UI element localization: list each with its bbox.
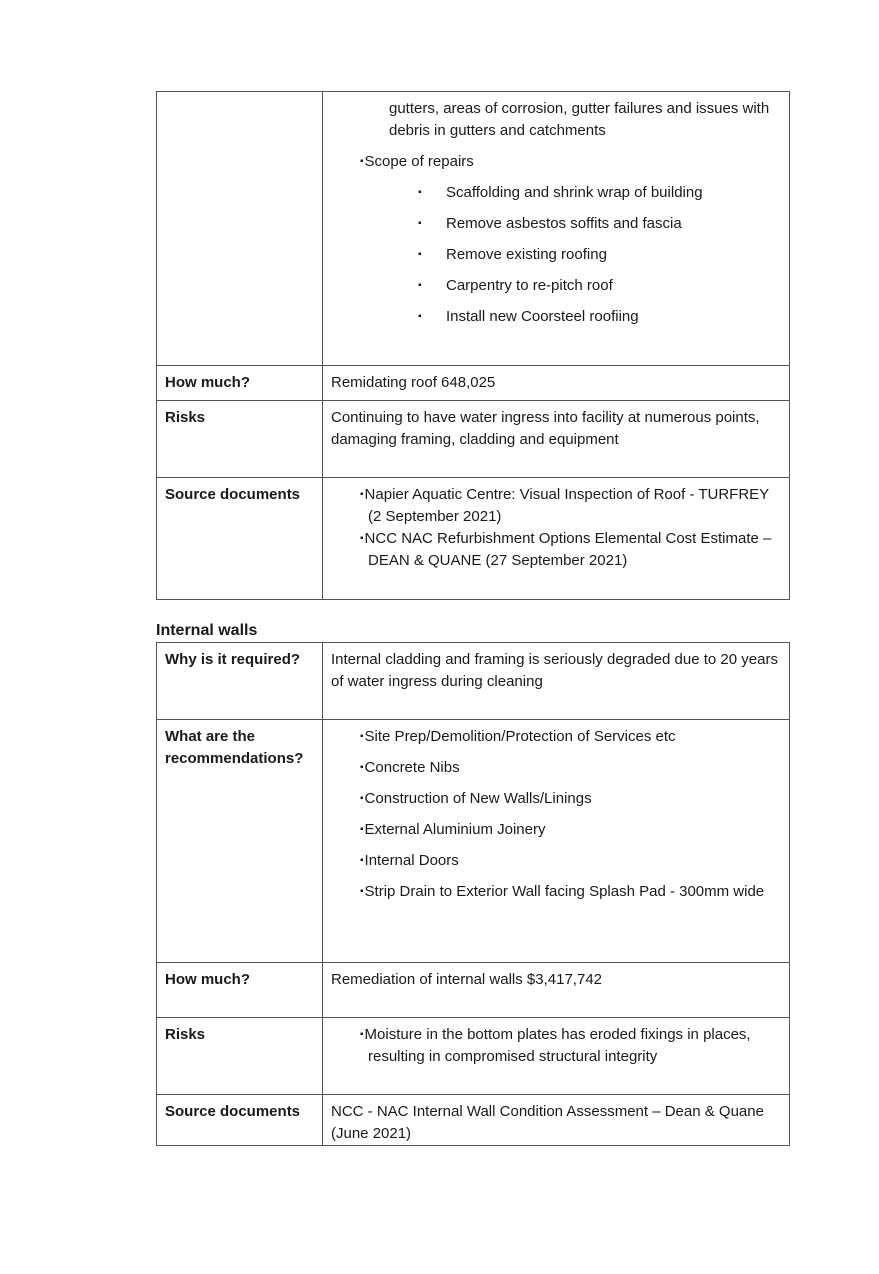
bullet-icon: ▪ bbox=[360, 855, 364, 866]
list-item: ▪Strip Drain to Exterior Wall facing Splash Pad - 300mm wide bbox=[360, 883, 765, 900]
table-row bbox=[157, 720, 790, 963]
list-item: ▪ Install new Coorsteel roofiing bbox=[331, 306, 781, 328]
roof-table bbox=[156, 91, 790, 600]
bullet-icon: ▪ bbox=[418, 249, 422, 260]
list-item: ▪ Carpentry to re-pitch roof bbox=[331, 275, 781, 297]
recommendations-label: What are the recommendations? bbox=[157, 720, 323, 963]
how-much-label: How much? bbox=[157, 963, 323, 1018]
bullet-icon: ▪ bbox=[418, 218, 422, 229]
list-item: ▪ Remove existing roofing bbox=[331, 244, 781, 266]
risks-value: Continuing to have water ingress into facility at numerous points, damaging framing, cladding and equipment bbox=[323, 401, 790, 478]
bullet-icon: ▪ bbox=[360, 533, 364, 544]
list-item: ▪Napier Aquatic Centre: Visual Inspection of Roof - TURFREY (2 September 2021) bbox=[360, 486, 769, 525]
scope-bullet: ▪Scope of repairs bbox=[360, 153, 474, 170]
table-row bbox=[157, 366, 790, 401]
list-item: ▪Moisture in the bottom plates has eroded fixings in places, resulting in compromised structural integrity bbox=[360, 1026, 751, 1065]
table-row bbox=[157, 401, 790, 478]
bullet-icon: ▪ bbox=[360, 824, 364, 835]
bullet-icon: ▪ bbox=[360, 489, 364, 500]
recommendations-cell bbox=[323, 720, 790, 963]
bullet-icon: ▪ bbox=[360, 793, 364, 804]
risks-label: Risks bbox=[157, 401, 323, 478]
list-item: ▪ Scaffolding and shrink wrap of building bbox=[331, 182, 781, 204]
how-much-value: Remediation of internal walls $3,417,742 bbox=[323, 963, 790, 1018]
bullet-icon: ▪ bbox=[360, 886, 364, 897]
table-row bbox=[157, 478, 790, 600]
table-row bbox=[157, 1095, 790, 1146]
bullet-icon: ▪ bbox=[418, 280, 422, 291]
list-item: ▪Internal Doors bbox=[360, 852, 459, 869]
bullet-icon: ▪ bbox=[360, 731, 364, 742]
table-row bbox=[157, 92, 790, 366]
internal-walls-table bbox=[156, 642, 790, 1146]
list-item: ▪Construction of New Walls/Linings bbox=[360, 790, 592, 807]
bullet-icon: ▪ bbox=[360, 1029, 364, 1040]
list-item: ▪NCC NAC Refurbishment Options Elemental Cost Estimate – DEAN & QUANE (27 September 2021) bbox=[360, 530, 772, 569]
bullet-icon: ▪ bbox=[418, 187, 422, 198]
why-required-label: Why is it required? bbox=[157, 643, 323, 720]
list-item: ▪Concrete Nibs bbox=[360, 759, 460, 776]
risks-cell bbox=[323, 1018, 790, 1095]
why-required-value: Internal cladding and framing is seriously degraded due to 20 years of water ingress during cleaning bbox=[323, 643, 790, 720]
risks-label: Risks bbox=[157, 1018, 323, 1095]
list-item: ▪ Remove asbestos soffits and fascia bbox=[331, 213, 781, 235]
continued-text: gutters, areas of corrosion, gutter failures and issues with debris in gutters and catchments bbox=[389, 100, 770, 139]
source-documents-value: NCC - NAC Internal Wall Condition Assessment – Dean & Quane (June 2021) bbox=[323, 1095, 790, 1146]
details-cell bbox=[323, 92, 790, 366]
section-heading: Internal walls bbox=[156, 622, 258, 639]
bullet-icon: ▪ bbox=[360, 156, 364, 167]
source-documents-cell bbox=[323, 478, 790, 600]
bullet-icon: ▪ bbox=[360, 762, 364, 773]
list-item: ▪Site Prep/Demolition/Protection of Services etc bbox=[360, 728, 676, 745]
table-row bbox=[157, 963, 790, 1018]
source-documents-label: Source documents bbox=[157, 1095, 323, 1146]
how-much-value: Remidating roof 648,025 bbox=[323, 366, 790, 401]
how-much-label: How much? bbox=[157, 366, 323, 401]
bullet-icon: ▪ bbox=[418, 311, 422, 322]
table-row bbox=[157, 643, 790, 720]
empty-label-cell bbox=[157, 92, 323, 366]
table-row bbox=[157, 1018, 790, 1095]
list-item: ▪External Aluminium Joinery bbox=[360, 821, 546, 838]
source-documents-label: Source documents bbox=[157, 478, 323, 600]
